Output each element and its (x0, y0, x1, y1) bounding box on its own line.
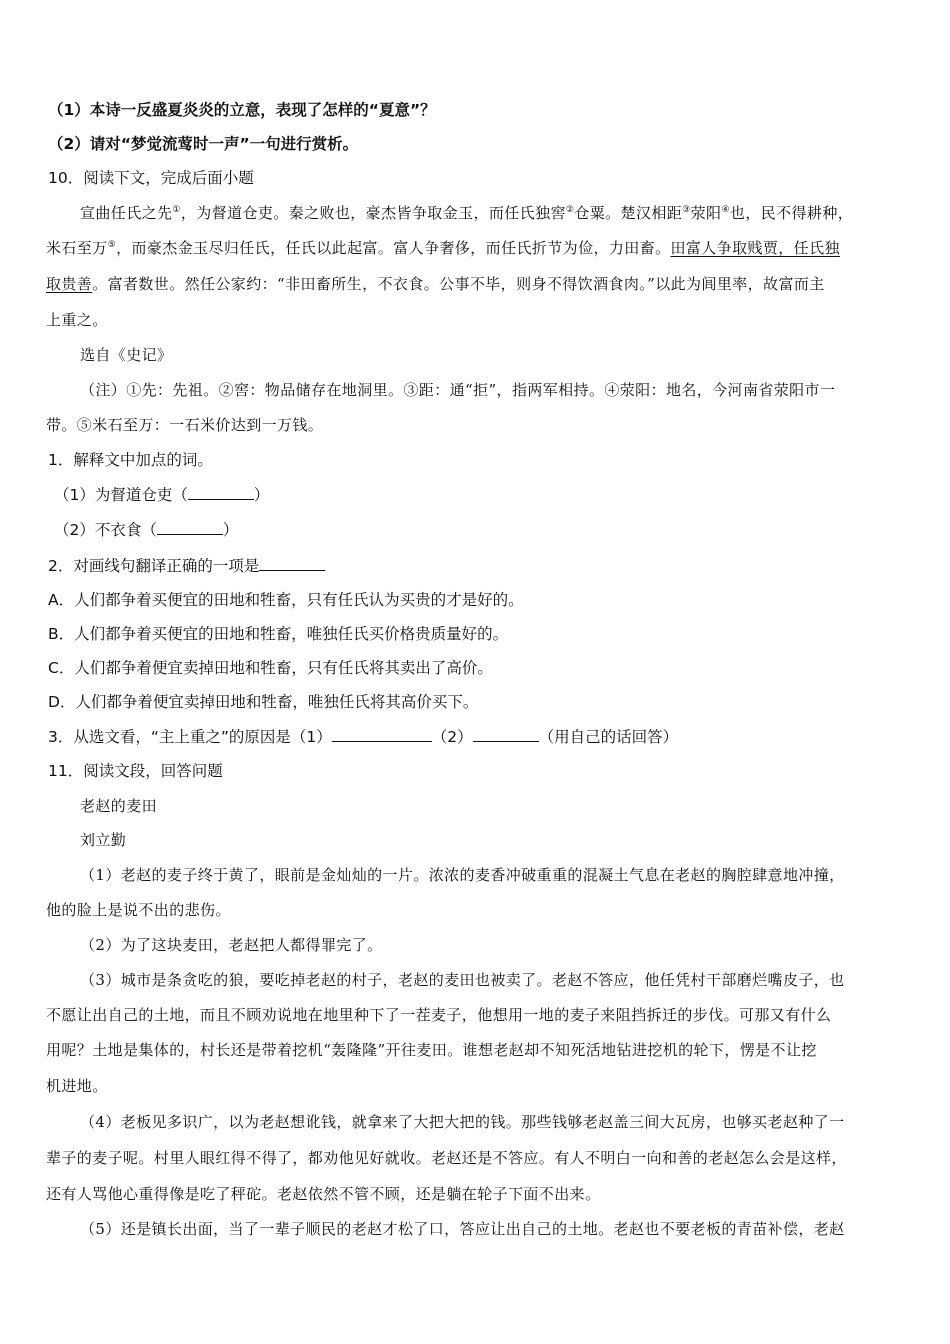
passage-line-1: 宣曲任氏之先①，为督道仓吏。秦之败也，豪杰皆争取金玉，而任氏独窖②仓粟。楚汉相距③荥阳④也，民不得耕种， (80, 204, 854, 222)
passage-line-3: 取贵善。富者数世。然任公家约：“非田畜所生，不衣食。公事不毕，则身不得饮酒食肉。”以此为闾里率，故富而主 (46, 275, 825, 293)
answer-blank[interactable] (259, 556, 325, 571)
option-d: D．人们都争着便宜卖掉田地和牲畜，唯独任氏将其高价买下。 (48, 693, 479, 711)
source-citation: 选自《史记》 (80, 346, 173, 364)
story-para4-line1: （4）老板见多识广，以为老赵想讹钱，就拿来了大把大把的钱。那些钱够老赵盖三间大瓦房，也够买老赵种了一 (80, 1113, 845, 1131)
story-para3-line2: 不愿让出自己的土地，而且不顾劝说地在地里种下了一茬麦子，他想用一地的麦子来阻挡拆迁的步伐。可那又有什么 (46, 1006, 832, 1024)
task1: 1．解释文中加点的词。 (48, 451, 213, 469)
task3: 3．从选文看，“主上重之”的原因是（1） （2） （用自己的话回答） (48, 728, 679, 746)
notes-line-1: （注）①先：先祖。②窖：物品储存在地洞里。③距：通“拒”，指两军相持。④荥阳：地名，今河南省荥阳市一 (80, 381, 836, 399)
story-author: 刘立勤 (80, 831, 127, 849)
footnote-mark: ① (172, 205, 181, 215)
story-para3-line3: 用呢？土地是集体的，村长还是带着挖机“轰隆隆”开往麦田。谁想老赵却不知死活地钻进挖机的轮下，愣是不让挖 (46, 1041, 817, 1059)
task2: 2．对画线句翻译正确的一项是 (48, 555, 325, 577)
story-para4-line2: 辈子的麦子呢。村里人眼红得不得了，都劝他见好就收。老赵还是不答应。有人不明白一向和善的老赵怎么会是这样， (46, 1149, 847, 1167)
underlined-sentence: 田富人争取贱贾，任氏独 (670, 239, 840, 257)
footnote-mark: ② (565, 205, 575, 215)
answer-blank[interactable] (473, 727, 539, 742)
answer-blank[interactable] (188, 485, 254, 500)
story-para1-line2: 他的脸上是说不出的悲伤。 (46, 901, 231, 919)
story-para3-line1: （3）城市是条贪吃的狼，要吃掉老赵的村子，老赵的麦田也被卖了。老赵不答应，他任凭村干部磨烂嘴皮子，也 (80, 971, 845, 989)
footnote-mark: ③ (682, 205, 691, 215)
option-a: A．人们都争着买便宜的田地和牲畜，只有任氏认为买贵的才是好的。 (48, 591, 524, 609)
task1-item1: （1）为督道仓吏（ ） (54, 486, 270, 504)
passage-line-4: 上重之。 (46, 311, 108, 329)
story-para1-line1: （1）老赵的麦子终于黄了，眼前是金灿灿的一片。浓浓的麦香冲破重重的混凝土气息在老赵的胸腔肆意地冲撞， (80, 866, 845, 884)
story-para3-line4: 机进地。 (46, 1077, 108, 1095)
underlined-sentence-end: 取贵善 (46, 275, 93, 293)
q10-heading: 10．阅读下文，完成后面小题 (48, 169, 254, 187)
option-c: C．人们都争着便宜卖掉田地和牲畜，只有任氏将其卖出了高价。 (48, 659, 493, 677)
story-para2: （2）为了这块麦田，老赵把人都得罪完了。 (80, 936, 383, 954)
footnote-mark: ⑤ (107, 240, 117, 250)
option-b: B．人们都争着买便宜的田地和牲畜，唯独任氏买价格贵质量好的。 (48, 625, 509, 643)
story-para5-line1: （5）还是镇长出面，当了一辈子顺民的老赵才松了口，答应让出自己的土地。老赵也不要老板的青苗补偿，老赵 (80, 1220, 845, 1238)
q11-heading: 11．阅读文段，回答问题 (48, 762, 223, 780)
task1-item2: （2）不衣食（ ） (54, 521, 239, 539)
answer-blank[interactable] (332, 727, 432, 742)
answer-blank[interactable] (157, 520, 223, 535)
story-title: 老赵的麦田 (80, 797, 158, 815)
story-para4-line3: 还有人骂他心重得像是吃了秤砣。老赵依然不管不顾，还是躺在轮子下面不出来。 (46, 1185, 601, 1203)
footnote-mark: ④ (721, 205, 730, 215)
q9-sub2: （2）请对“梦觉流莺时一声”一句进行赏析。 (48, 135, 359, 153)
passage-line-2: 米石至万⑤，而豪杰金玉尽归任氏，任氏以此起富。富人争奢侈，而任氏折节为俭，力田畜。田富人争取贱贾，任氏独 (46, 239, 840, 257)
notes-line-2: 带。⑤米石至万：一石米价达到一万钱。 (46, 416, 324, 434)
q9-sub1: （1）本诗一反盛夏炎炎的立意，表现了怎样的“夏意”？ (48, 101, 436, 119)
